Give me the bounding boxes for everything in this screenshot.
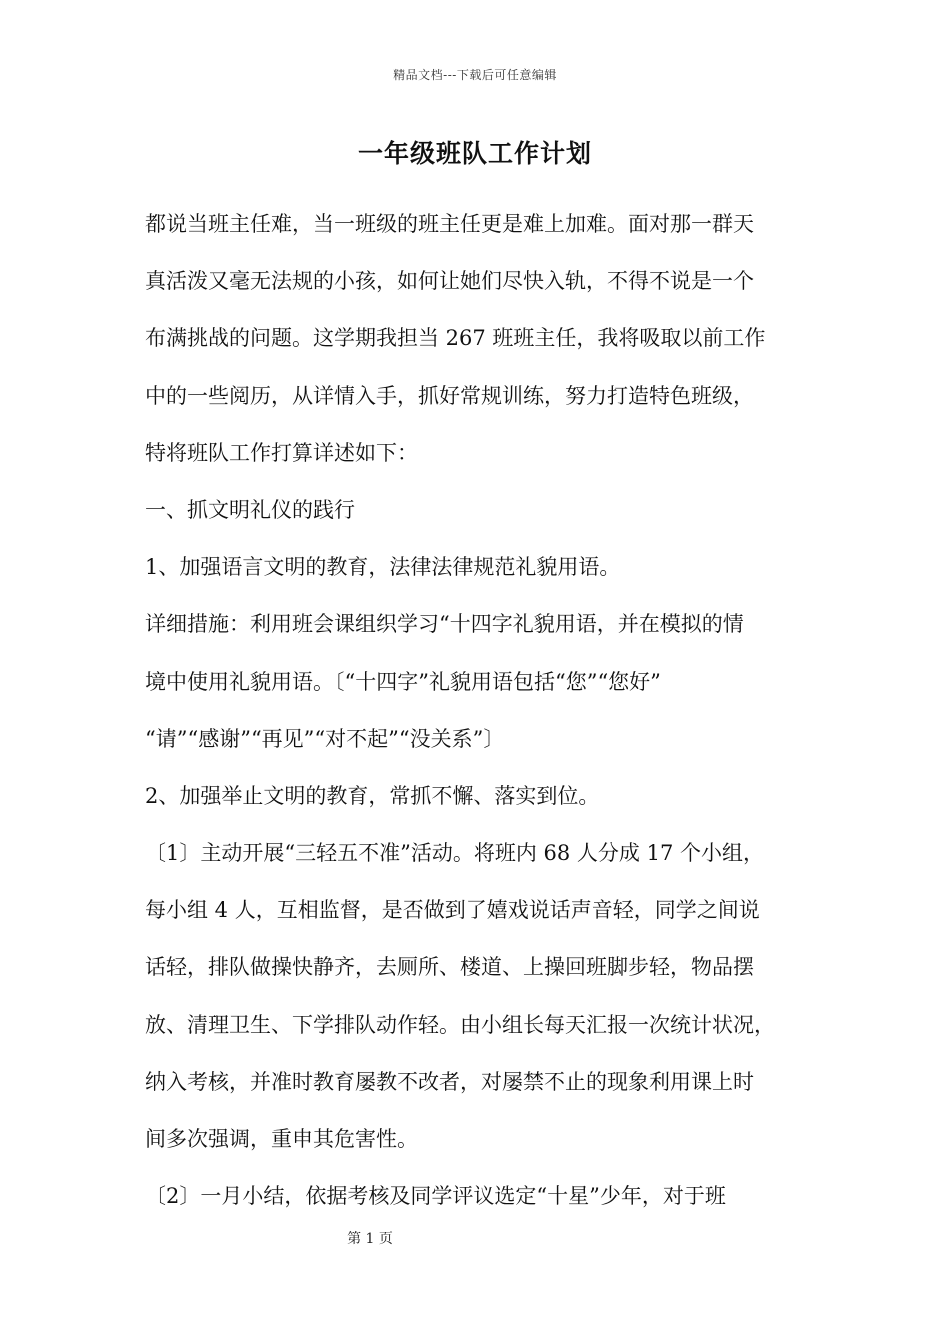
body-line: “请”“感谢”“再见”“对不起”“没关系”〕 bbox=[145, 726, 505, 751]
body-line: 中的一些阅历，从详情入手，抓好常规训练，努力打造特色班级， bbox=[145, 383, 754, 408]
document-body bbox=[145, 196, 815, 1225]
body-line: 2、加强举止文明的教育，常抓不懈、落实到位。 bbox=[145, 783, 600, 808]
body-line: 1、加强语言文明的教育，法律法律规范礼貌用语。 bbox=[145, 555, 621, 580]
body-line: 真活泼又毫无法规的小孩，如何让她们尽快入轨，不得不说是一个 bbox=[145, 269, 754, 294]
body-line: 〔2〕一月小结，依据考核及同学评议选定“十星”少年，对于班 bbox=[145, 1184, 726, 1209]
body-line: 境中使用礼貌用语。〔“十四字”礼貌用语包括“您”“您好” bbox=[145, 669, 661, 694]
body-line: 每小组 4 人，互相监督，是否做到了嬉戏说话声音轻，同学之间说 bbox=[145, 898, 760, 923]
body-line: 详细措施：利用班会课组织学习“十四字礼貌用语，并在模拟的情 bbox=[145, 612, 744, 637]
body-line: 放、清理卫生、下学排队动作轻。由小组长每天汇报一次统计状况， bbox=[145, 1012, 775, 1037]
body-line: 〔1〕主动开展“三轻五不准”活动。将班内 68 人分成 17 个小组， bbox=[145, 841, 764, 866]
body-line: 话轻，排队做操快静齐，去厕所、楼道、上操回班脚步轻，物品摆 bbox=[145, 955, 754, 980]
body-line: 都说当班主任难，当一班级的班主任更是难上加难。面对那一群天 bbox=[145, 212, 754, 236]
body-line: 特将班队工作打算详述如下： bbox=[145, 440, 418, 465]
document-title: 一年级班队工作计划 bbox=[357, 139, 592, 168]
body-line: 布满挑战的问题。这学期我担当 267 班班主任，我将吸取以前工作 bbox=[145, 326, 766, 351]
body-line: 纳入考核，并准时教育屡教不改者，对屡禁不止的现象利用课上时 bbox=[145, 1069, 754, 1094]
page-header: 精品文档---下载后可任意编辑 bbox=[393, 68, 557, 82]
page-number: 第 1 页 bbox=[347, 1231, 393, 1247]
body-line: 间多次强调，重申其危害性。 bbox=[145, 1127, 418, 1151]
section-heading: 一、抓文明礼仪的践行 bbox=[145, 497, 355, 522]
